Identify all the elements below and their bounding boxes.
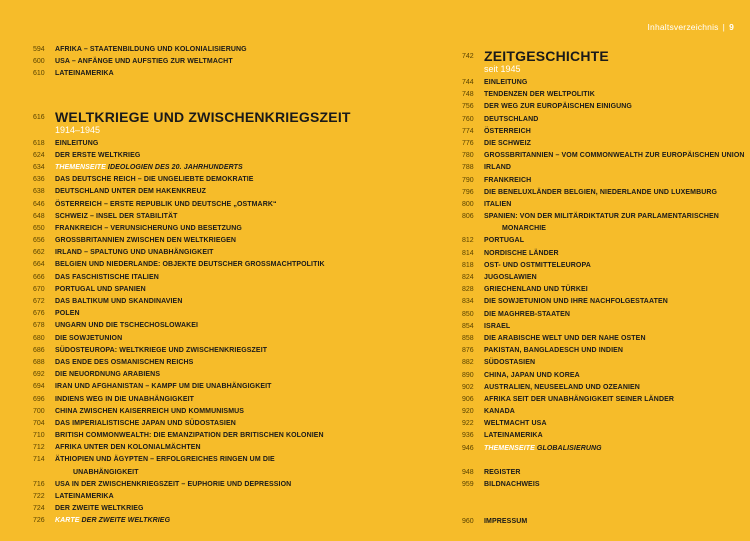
toc-entry-page: 662 [33,249,45,257]
toc-entry[interactable] [462,406,732,418]
toc-entry-page: 876 [462,347,474,355]
section-title: ZEITGESCHICHTE [484,48,609,64]
toc-entry-title: UNABHÄNGIGKEIT [73,468,139,476]
page-number: 9 [729,22,734,32]
toc-entry-title: PAKISTAN, BANGLADESCH UND INDIEN [484,347,624,355]
toc-entry-title: GRIECHENLAND UND TÜRKEI [484,286,588,294]
section-title: WELTKRIEGE UND ZWISCHENKRIEGSZEIT [55,108,351,125]
toc-entry-title: OST- UND OSTMITTELEUROPA [484,261,591,269]
section-subtitle: seit 1945 [484,64,521,74]
toc-entry-page: 959 [462,481,474,488]
toc-entry-page: 796 [462,188,474,196]
toc-entry-title: USA IN DER ZWISCHENKRIEGSZEIT – EUPHORIE UND DEPRESSION [55,480,292,488]
toc-entry-page: 906 [462,395,474,403]
toc-entry-title: DAS DEUTSCHE REICH – DIE UNGELIEBTE DEMOKRATIE [55,176,254,184]
toc-entry-page: 648 [33,212,45,220]
toc-entry[interactable] [33,259,363,271]
toc-entry[interactable] [33,44,363,56]
toc-entry-page: 814 [462,249,474,257]
toc-entry-title: AFRIKA – STAATENBILDUNG UND KOLONIALISIERUNG [55,46,247,53]
toc-imprint-list [462,516,732,528]
toc-entry-page: 624 [33,151,45,159]
toc-entry-page: 594 [33,46,45,53]
toc-entry[interactable] [33,284,363,296]
toc-entry-page: 678 [33,322,45,330]
spacer [33,81,363,109]
toc-entry-page: 744 [462,79,474,86]
toc-entry[interactable] [33,394,363,406]
toc-entry[interactable] [462,248,732,260]
toc-entry[interactable] [462,516,732,528]
toc-entry[interactable] [462,357,732,369]
toc-entry-title: DIE BENELUXLÄNDER BELGIEN, NIEDERLANDE UND LUXEMBURG [484,188,718,196]
toc-entry-page: 854 [462,322,474,330]
toc-entry-title: WELTMACHT USA [484,420,547,428]
toc-entry-title: GROSSBRITANNIEN – VOM COMMONWEALTH ZUR EUROPÄISCHEN UNION [484,152,745,160]
toc-entry-title: BILDNACHWEIS [484,481,540,488]
toc-entry-page: 780 [462,152,474,160]
toc-entry-page: 760 [462,115,474,123]
toc-entry-title: IRLAND – SPALTUNG UND UNABHÄNGIGKEIT [55,249,214,257]
toc-entry-title: DAS IMPERIALISTISCHE JAPAN UND SÜDOSTASIEN [55,419,236,427]
toc-entry-tag: KARTE [55,517,80,525]
toc-entry-page: 788 [462,164,474,172]
toc-entry-title: BRITISH COMMONWEALTH: DIE EMANZIPATION DER BRITISCHEN KOLONIEN [55,432,324,440]
toc-entry[interactable] [33,369,363,381]
header-title: Inhaltsverzeichnis [647,22,719,32]
toc-entry-title: REGISTER [484,468,521,476]
toc-entry-page: 716 [33,480,45,488]
toc-entry[interactable] [462,77,732,89]
toc-entry-title: ÖSTERREICH – ERSTE REPUBLIK UND DEUTSCHE „OSTMARK“ [55,200,277,208]
toc-entry-page: 800 [462,200,474,208]
toc-entry[interactable] [33,381,363,393]
toc-entry-list [33,138,363,528]
toc-entry-page: 686 [33,346,45,354]
toc-entry[interactable] [33,479,363,491]
toc-entry-page: 946 [462,444,474,452]
toc-entry[interactable] [33,272,363,284]
toc-entry[interactable] [462,199,732,211]
toc-entry[interactable] [33,223,363,235]
toc-entry[interactable] [462,394,732,406]
toc-entry-title: EINLEITUNG [484,79,528,86]
section-heading [33,109,363,136]
toc-entry-page: 834 [462,298,474,306]
toc-entry[interactable] [462,284,732,296]
toc-entry-page: 776 [462,139,474,147]
toc-entry-title: DIE ARABISCHE WELT UND DER NAHE OSTEN [484,334,646,342]
toc-entry[interactable] [33,357,363,369]
section-subtitle: 1914–1945 [55,124,101,135]
toc-entry-page: 890 [462,371,474,379]
toc-entry-title: INDIENS WEG IN DIE UNABHÄNGIGKEIT [55,395,195,403]
toc-entry[interactable] [33,150,363,162]
toc-entry-page: 694 [33,383,45,391]
toc-entry[interactable] [33,333,363,345]
toc-entry-title: CHINA, JAPAN UND KOREA [484,371,580,379]
toc-entry-page: 722 [33,493,45,500]
toc-entry-title: USA – ANFÄNGE UND AUFSTIEG ZUR WELTMACHT [55,58,233,66]
toc-entry[interactable] [33,296,363,308]
toc-entry-title: DAS FASCHISTISCHE ITALIEN [55,273,159,281]
toc-entry[interactable] [33,454,363,466]
toc-entry-page: 882 [462,359,474,367]
toc-entry-page: 712 [33,444,45,452]
toc-entry[interactable] [462,418,732,430]
toc-entry-page: 960 [462,518,474,526]
toc-entry-title: EINLEITUNG [55,139,99,147]
toc-entry-page: 710 [33,432,45,440]
toc-entry-page: 790 [462,176,474,184]
toc-entry-title: SÜDOSTASIEN [484,359,536,367]
toc-entry-title: FRANKREICH – VERUNSICHERUNG UND BESETZUNG [55,224,242,232]
toc-entry-title: DEUTSCHLAND UNTER DEM HAKENKREUZ [55,188,206,196]
toc-entry[interactable] [33,503,363,515]
toc-entry[interactable] [462,430,732,442]
toc-entry-title: DIE NEUORDNUNG ARABIENS [55,371,161,379]
toc-entry-page: 724 [33,505,45,513]
toc-entry-title: CHINA ZWISCHEN KAISERREICH UND KOMMUNISMUS [55,407,245,415]
toc-entry-title: SPANIEN: VON DER MILITÄRDIKTATUR ZUR PARLAMENTARISCHEN [484,213,719,221]
toc-entry-page: 676 [33,310,45,318]
toc-entry-page: 850 [462,310,474,318]
toc-entry-title [55,162,243,174]
toc-entry-page: 600 [33,58,45,66]
toc-entry[interactable] [462,321,732,333]
toc-entry-title: ÄTHIOPIEN UND ÄGYPTEN – ERFOLGREICHES RINGEN UM DIE [55,456,275,464]
toc-entry-page: 756 [462,103,474,111]
header-separator: | [722,22,726,32]
toc-entry-page: 704 [33,419,45,427]
toc-entry[interactable] [33,56,363,68]
toc-entry-title: DAS BALTIKUM UND SKANDINAVIEN [55,298,183,305]
toc-entry-page: 672 [33,298,45,305]
toc-entry-page: 692 [33,371,45,379]
toc-entry-title: NORDISCHE LÄNDER [484,249,559,257]
toc-entry[interactable] [462,345,732,357]
toc-entry[interactable] [462,260,732,272]
toc-intro-list [33,44,363,81]
toc-left-column [33,44,363,528]
toc-entry-page: 696 [33,395,45,403]
toc-entry-title: FRANKREICH [484,176,532,184]
toc-entry-page: 634 [33,163,45,171]
toc-entry-title: IMPRESSUM [484,518,528,526]
toc-entry[interactable] [33,235,363,247]
toc-entry-page: 920 [462,408,474,416]
toc-entry-title: POLEN [55,310,80,318]
toc-entry-title: DAS ENDE DES OSMANISCHEN REICHS [55,358,194,366]
toc-entry-title: ÖSTERREICH [484,127,531,135]
toc-entry-title: IRAN UND AFGHANISTAN – KAMPF UM DIE UNABHÄNGIGKEIT [55,383,272,391]
toc-entry-page: 828 [462,286,474,294]
toc-entry[interactable] [462,235,732,247]
toc-entry[interactable] [462,175,732,187]
toc-entry[interactable] [462,479,732,491]
toc-entry-page: 700 [33,407,45,415]
toc-entry-page: 936 [462,432,474,440]
toc-entry-title: DIE SCHWEIZ [484,139,531,147]
toc-entry-title: PORTUGAL UND SPANIEN [55,285,146,293]
toc-entry-page: 656 [33,237,45,245]
toc-entry[interactable] [33,320,363,332]
toc-entry[interactable] [462,138,732,150]
toc-entry[interactable] [462,296,732,308]
toc-entry-title: LATEINAMERIKA [55,70,114,78]
toc-entry[interactable] [33,186,363,198]
toc-entry-page: 688 [33,358,45,366]
toc-entry-text: IDEOLOGIEN DES 20. JAHRHUNDERTS [105,163,243,171]
toc-entry-page: 824 [462,274,474,281]
toc-entry-title: AFRIKA UNTER DEN KOLONIALMÄCHTEN [55,444,201,452]
toc-entry[interactable] [33,345,363,357]
toc-entry[interactable] [33,308,363,320]
toc-entry-title [55,515,170,527]
toc-entry-title [484,443,602,455]
toc-entry[interactable] [462,114,732,126]
toc-entry-tag: THEMENSEITE [484,444,535,452]
toc-entry-page: 646 [33,200,45,208]
toc-entry-title: ISRAEL [484,322,511,330]
toc-entry-title: BELGIEN UND NIEDERLANDE: OBJEKTE DEUTSCHER GROSSMACHTPOLITIK [55,261,325,269]
toc-entry-title: LATEINAMERIKA [484,432,543,440]
toc-entry-page: 812 [462,237,474,245]
toc-entry[interactable] [33,515,363,527]
section-heading [462,48,732,75]
toc-entry[interactable] [33,491,363,503]
toc-entry[interactable] [33,68,363,80]
toc-entry[interactable] [462,272,732,284]
toc-entry-title: IRLAND [484,164,512,172]
section-page-number: 742 [462,53,474,60]
toc-entry[interactable] [33,211,363,223]
toc-entry[interactable] [33,418,363,430]
toc-entry[interactable] [462,187,732,199]
toc-entry-page: 858 [462,334,474,342]
toc-entry-text: GLOBALISIERUNG [534,444,602,452]
toc-entry-title: DER ERSTE WELTKRIEG [55,151,141,159]
toc-entry-title: PORTUGAL [484,237,525,245]
toc-entry[interactable] [462,333,732,345]
toc-entry-title: ITALIEN [484,200,512,208]
toc-entry[interactable] [462,126,732,138]
toc-entry-page: 610 [33,70,45,78]
toc-entry-page: 774 [462,127,474,135]
toc-entry-title: AFRIKA SEIT DER UNABHÄNGIGKEIT SEINER LÄNDER [484,395,675,403]
toc-entry[interactable] [462,382,732,394]
toc-entry[interactable] [462,89,732,101]
toc-entry-title: DIE MAGHREB-STAATEN [484,310,571,318]
toc-entry[interactable] [33,162,363,174]
toc-entry-page: 680 [33,334,45,342]
toc-entry[interactable] [462,309,732,321]
toc-entry-title: LATEINAMERIKA [55,493,114,500]
toc-entry[interactable] [462,211,732,223]
toc-entry-title: TENDENZEN DER WELTPOLITIK [484,91,595,99]
toc-entry-page: 664 [33,261,45,269]
toc-entry[interactable] [462,443,732,455]
toc-entry-page: 650 [33,224,45,232]
spacer [462,491,732,516]
toc-entry-title: DER WEG ZUR EUROPÄISCHEN EINIGUNG [484,103,632,111]
toc-entry[interactable] [462,101,732,113]
toc-entry[interactable] [462,467,732,479]
toc-entry[interactable] [33,247,363,259]
toc-entry-page: 618 [33,139,45,147]
toc-entry-title: MONARCHIE [502,225,547,233]
section-page-number: 616 [33,113,45,121]
toc-entry[interactable] [462,150,745,162]
toc-entry-page: 636 [33,176,45,184]
toc-entry-page: 748 [462,91,474,99]
toc-entry-continuation[interactable] [462,223,732,235]
spacer [462,455,732,467]
toc-entry[interactable] [33,430,363,442]
toc-entry-page: 806 [462,213,474,221]
toc-entry-page: 948 [462,468,474,476]
toc-entry[interactable] [33,442,363,454]
toc-entry[interactable] [33,199,363,211]
toc-entry-text: DER ZWEITE WELTKRIEG [79,517,171,525]
toc-entry-list [462,77,745,455]
toc-entry-title: DIE SOWJETUNION UND IHRE NACHFOLGESTAATEN [484,298,668,306]
toc-entry-title: DEUTSCHLAND [484,115,539,123]
toc-entry-title: JUGOSLAWIEN [484,274,537,281]
toc-entry-tag: THEMENSEITE [55,163,106,171]
toc-entry-title: KANADA [484,408,515,416]
toc-entry-title: GROSSBRITANNIEN ZWISCHEN DEN WELTKRIEGEN [55,237,237,245]
toc-entry[interactable] [462,162,732,174]
toc-back-matter-list [462,467,732,491]
toc-entry-title: AUSTRALIEN, NEUSEELAND UND OZEANIEN [484,383,640,391]
toc-entry[interactable] [33,138,363,150]
toc-entry-title: SCHWEIZ – INSEL DER STABILITÄT [55,212,178,220]
toc-entry-page: 818 [462,261,474,269]
toc-entry[interactable] [33,174,363,186]
toc-entry-page: 902 [462,383,474,391]
toc-entry-title: DER ZWEITE WELTKRIEG [55,505,144,513]
toc-entry-page: 714 [33,456,45,464]
toc-entry-title: DIE SOWJETUNION [55,334,123,342]
toc-entry-page: 638 [33,188,45,196]
toc-entry-page: 922 [462,420,474,428]
toc-entry-continuation[interactable] [33,467,363,479]
toc-entry-page: 666 [33,273,45,281]
toc-entry-page: 726 [33,517,45,525]
toc-entry-title: SÜDOSTEUROPA: WELTKRIEGE UND ZWISCHENKRIEGSZEIT [55,346,268,354]
toc-right-column [462,48,745,528]
toc-entry-title: UNGARN UND DIE TSCHECHOSLOWAKEI [55,322,199,330]
toc-entry-page: 670 [33,285,45,293]
running-header [647,22,734,32]
toc-entry[interactable] [33,406,363,418]
toc-entry[interactable] [462,370,732,382]
